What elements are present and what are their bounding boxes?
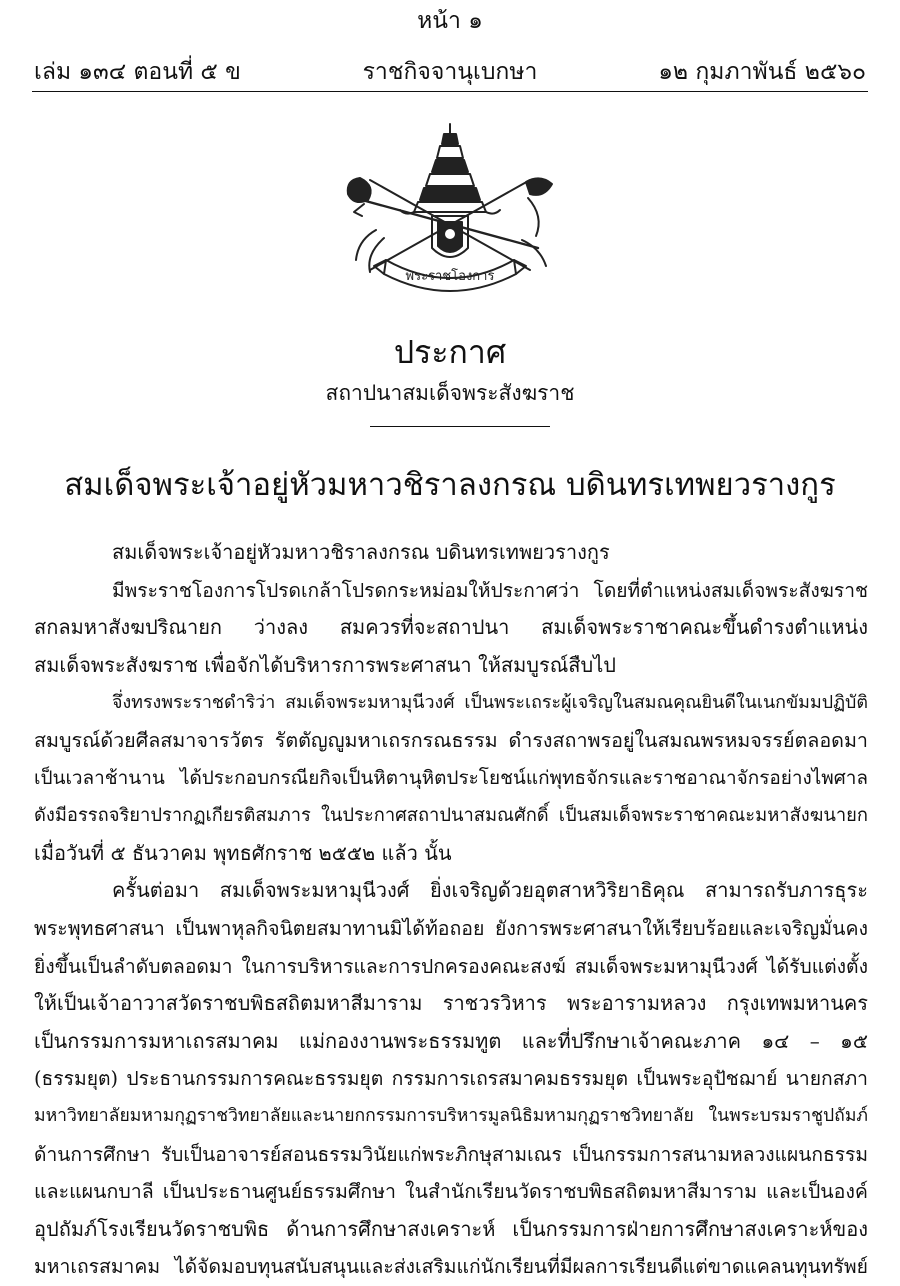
- body-line: สกลมหาสังฆปริณายก ว่างลง สมควรที่จะสถาปนา สมเด็จพระราชาคณะขึ้นดำรงตำแหน่ง: [34, 615, 868, 640]
- body-line: เป็นกรรมการมหาเถรสมาคม แม่กองงานพระธรรมทูต และที่ปรึกษาเจ้าคณะภาค ๑๔ – ๑๕: [34, 1028, 868, 1053]
- publication-date: ๑๒ กุมภาพันธ์ ๒๕๖๐: [658, 59, 866, 85]
- header-divider: [32, 91, 868, 92]
- emblem-banner-text: พระราชโองการ: [405, 269, 495, 284]
- body-line: สมเด็จพระเจ้าอยู่หัวมหาวชิราลงกรณ บดินทรเทพยวรางกูร: [112, 540, 610, 564]
- body-line: อุปถัมภ์โรงเรียนวัดราชบพิธ ด้านการศึกษาสงเคราะห์ เป็นกรรมการฝ่ายการศึกษาสงเคราะห์ของ: [34, 1216, 868, 1241]
- king-name-heading: สมเด็จพระเจ้าอยู่หัวมหาวชิราลงกรณ บดินทรเทพยวรางกูร: [64, 467, 836, 503]
- document-subject: สถาปนาสมเด็จพระสังฆราช: [325, 381, 575, 405]
- royal-seal-emblem-icon: [340, 120, 560, 300]
- body-line: ดังมีอรรถจริยาปรากฏเกียรติสมภาร ในประกาศสถาปนาสมณศักดิ์ เป็นสมเด็จพระราชาคณะมหาสังฆนายก: [34, 805, 868, 827]
- page-number: หน้า ๑: [417, 8, 483, 34]
- proclamation-body: [34, 534, 868, 1286]
- body-line: ด้านการศึกษา รับเป็นอาจารย์สอนธรรมวินัยแก่พระภิกษุสามเณร เป็นกรรมการสนามหลวงแผนกธรรม: [34, 1142, 868, 1166]
- body-line: มหาวิทยาลัยมหามกุฏราชวิทยาลัยและนายกกรรมการบริหารมูลนิธิมหามกุฏราชวิทยาลัย ในพระบรมราชูปถัมภ์: [34, 1105, 868, 1126]
- document-type: ประกาศ: [393, 333, 507, 371]
- body-line: จึ่งทรงพระราชดำริว่า สมเด็จพระมหามุนีวงศ์ เป็นพระเถระผู้เจริญในสมณคุณยินดีในเนกขัมมปฏิบัติ: [112, 692, 868, 714]
- body-line: เมื่อวันที่ ๕ ธันวาคม พุทธศักราช ๒๕๕๒ แล้ว นั้น: [34, 840, 452, 865]
- body-line: ครั้นต่อมา สมเด็จพระมหามุนีวงศ์ ยิ่งเจริญด้วยอุตสาหวิริยาธิคุณ สามารถรับภารธุระ: [112, 878, 868, 903]
- gazette-header: [34, 56, 866, 88]
- volume-issue: เล่ม ๑๓๔ ตอนที่ ๕ ข: [34, 59, 241, 85]
- body-line: เป็นเวลาช้านาน ได้ประกอบกรณียกิจเป็นหิตานุหิตประโยชน์แก่พุทธจักรและราชอาณาจักรอย่างไพศาล: [34, 766, 868, 789]
- gazette-name: ราชกิจจานุเบกษา: [362, 59, 538, 85]
- title-divider: [370, 426, 550, 427]
- body-line: ยิ่งขึ้นเป็นลำดับตลอดมา ในการบริหารและการปกครองคณะสงฆ์ สมเด็จพระมหามุนีวงศ์ ได้รับแต่งตั้ง: [34, 954, 868, 978]
- body-line: สมเด็จพระสังฆราช เพื่อจักได้บริหารการพระศาสนา ให้สมบูรณ์สืบไป: [34, 652, 616, 677]
- body-line: มีพระราชโองการโปรดเกล้าโปรดกระหม่อมให้ประกาศว่า โดยที่ตำแหน่งสมเด็จพระสังฆราช: [112, 578, 868, 602]
- body-line: สมบูรณ์ด้วยศีลสมาจารวัตร รัตตัญญูมหาเถรกรณธรรม ดำรงสถาพรอยู่ในสมณพรหมจรรย์ตลอดมา: [34, 728, 868, 752]
- body-line: มหาเถรสมาคม ได้จัดมอบทุนสนับสนุนและส่งเสริมแก่นักเรียนที่มีผลการเรียนดีแต่ขาดแคลนทุนทรัพย์: [34, 1255, 868, 1279]
- body-line: ให้เป็นเจ้าอาวาสวัดราชบพิธสถิตมหาสีมาราม ราชวรวิหาร พระอารามหลวง กรุงเทพมหานคร: [34, 991, 868, 1016]
- body-line: พระพุทธศาสนา เป็นพาหุลกิจนิตยสมาทานมิได้ท้อถอย ยังการพระศาสนาให้เรียบร้อยและเจริญมั่นคง: [34, 916, 868, 940]
- body-line: (ธรรมยุต) ประธานกรรมการคณะธรรมยุต กรรมการเถรสมาคมธรรมยุต เป็นพระอุปัชฌาย์ นายกสภา: [34, 1067, 868, 1091]
- body-line: และแผนกบาลี เป็นประธานศูนย์ธรรมศึกษา ในสำนักเรียนวัดราชบพิธสถิตมหาสีมาราม และเป็นองค์: [34, 1180, 868, 1204]
